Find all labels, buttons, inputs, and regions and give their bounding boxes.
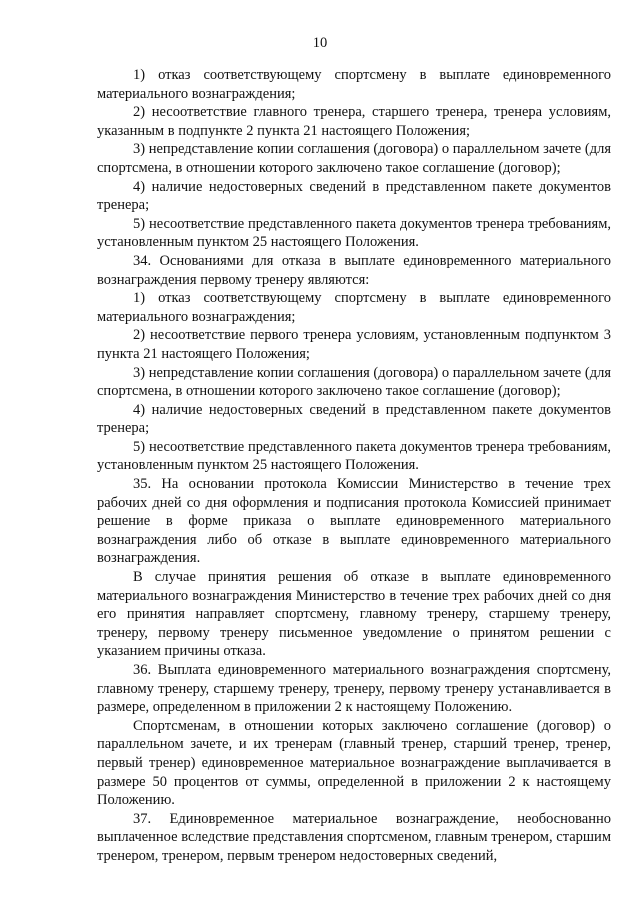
- paragraph-3: 3) непредставление копии соглашения (договора) о параллельном зачете (для спортсмена, в отношении которого заключено такое соглашение (договор);: [97, 141, 611, 176]
- paragraph-16: 37. Единовременное материальное вознаграждение, необоснованно выплаченное вследствие представления спортсменом, главным тренером, старшим тренером, тренером, первым тренером недостоверных сведений,: [97, 810, 611, 864]
- paragraph-10: 4) наличие недостоверных сведений в представленном пакете документов тренера;: [97, 401, 611, 437]
- paragraph-9: 3) непредставление копии соглашения (договора) о параллельном зачете (для спортсмена, в отношении которого заключено такое соглашение (договор);: [97, 364, 611, 400]
- paragraph-4: 4) наличие недостоверных сведений в представленном пакете документов тренера;: [97, 178, 611, 214]
- document-body: [97, 66, 611, 866]
- paragraph-5: 5) несоответствие представленного пакета документов тренера требованиям, установленным пунктом 25 настоящего Положения.: [97, 215, 611, 251]
- paragraph-6: 34. Основаниями для отказа в выплате единовременного материального вознаграждения первому тренеру являются:: [97, 252, 611, 288]
- paragraph-14: 36. Выплата единовременного материального вознаграждения спортсмену, главному тренеру, старшему тренеру, тренеру, первому тренеру устанавливается в размере, определенном в приложении 2 к настоящему Положению.: [97, 662, 611, 716]
- paragraph-13: В случае принятия решения об отказе в выплате единовременного материального вознаграждения Министерство в течение трех рабочих дней со дня его принятия направляет спортсмену, главному тренеру, старшему тренеру, тренеру, первому тренеру письменное уведомление о принятом решении с указанием причины отказа.: [97, 569, 611, 660]
- paragraph-2: 2) несоответствие главного тренера, старшего тренера, тренера условиям, указанным в подпункте 2 пункта 21 настоящего Положения;: [97, 104, 611, 139]
- paragraph-7: 1) отказ соответствующему спортсмену в выплате единовременного материального вознаграждения;: [97, 290, 611, 325]
- paragraph-8: 2) несоответствие первого тренера условиям, установленным подпунктом 3 пункта 21 настоящего Положения;: [97, 327, 611, 362]
- page-number: 10: [312, 35, 328, 51]
- paragraph-1: 1) отказ соответствующему спортсмену в выплате единовременного материального вознаграждения;: [97, 67, 611, 102]
- paragraph-15: Спортсменам, в отношении которых заключено соглашение (договор) о параллельном зачете, и их тренерам (главный тренер, старший тренер, тренер, первый тренер) единовременное материальное вознаграждение выплачивается в размере 50 процентов от суммы, определенной в приложении 2 к настоящему Положению.: [97, 717, 611, 809]
- paragraph-11: 5) несоответствие представленного пакета документов тренера требованиям, установленным пунктом 25 настоящего Положения.: [97, 438, 611, 474]
- paragraph-12: 35. На основании протокола Комиссии Министерство в течение трех рабочих дней со дня оформления и подписания протокола Комиссией принимает решение в форме приказа о выплате единовременного материального вознаграждения либо об отказе в выплате единовременного материального вознаграждения.: [97, 476, 611, 567]
